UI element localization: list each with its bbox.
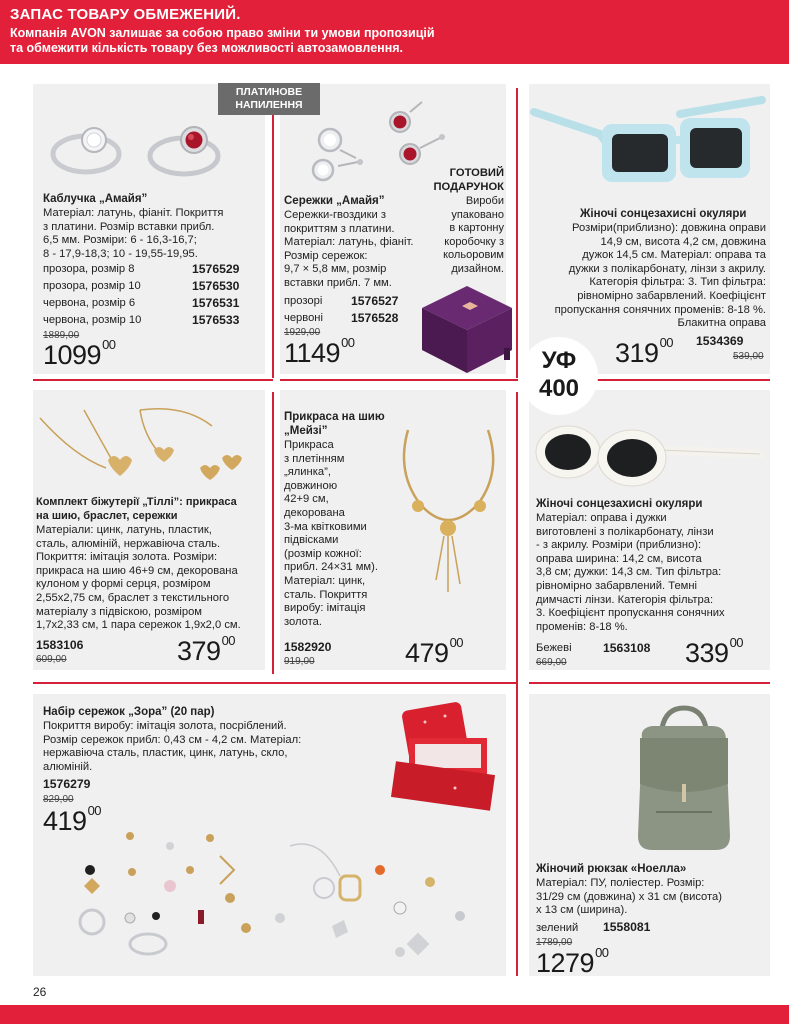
- earrings-desc-line: вставки прибл. 7 мм.: [284, 276, 392, 289]
- banner-note-line: Компанія AVON залишає за собою право зміни ти умови пропозицій: [10, 26, 435, 40]
- necklace-desc-line: підвісками: [284, 534, 339, 547]
- sunglasses-blue-image: [530, 90, 770, 200]
- earring-set-desc-line: нержавіюча сталь, пластик, цинк, латунь, скло,: [43, 747, 288, 760]
- product-code: 1558081: [603, 920, 651, 934]
- sunglasses-blue-desc-line: Категорія фільтра: 3. Тип фільтра:: [589, 276, 766, 289]
- gift-heading-line: ГОТОВИЙ: [449, 167, 504, 179]
- sunglasses-white-description: [536, 512, 766, 634]
- old-price: 1889,00: [43, 330, 80, 341]
- product-code: 1576528: [351, 311, 399, 325]
- necklace-desc-line: 42+9 см,: [284, 493, 329, 506]
- price-main: 419: [43, 806, 87, 836]
- divider: [33, 682, 517, 684]
- price-cents: 00: [341, 335, 355, 350]
- sunglasses-white-desc-line: променів: 8-18 %.: [536, 620, 628, 633]
- necklace-desc-line: Прикраса: [284, 439, 334, 451]
- backpack-desc-line: х 13 см (ширина).: [536, 904, 628, 917]
- necklace-title: [284, 411, 385, 438]
- variant-label: Бежеві: [536, 642, 572, 654]
- price: [177, 633, 236, 667]
- necklace-desc-line: золота.: [284, 615, 322, 628]
- jewelry-set-desc-line: матеріалу з підвіскою, розміром: [36, 605, 202, 618]
- price-main: 479: [405, 638, 449, 668]
- product-code: 1534369: [696, 334, 744, 348]
- heart-charm: [154, 447, 174, 462]
- earring-set-description: [43, 720, 373, 774]
- gift-heading-line: ПОДАРУНОК: [433, 180, 504, 193]
- jewelry-set-desc-line: Покриття: імітація золота. Розміри:: [36, 551, 218, 564]
- variant-label: червона, розмір 6: [43, 297, 136, 309]
- earring-set-title: Набір сережок „Зора” (20 пар): [43, 706, 215, 718]
- old-price: 669,00: [536, 657, 567, 668]
- price-cents: 00: [595, 945, 609, 960]
- jewelry-set-desc-line: 2,55х2,75 см, браслет з текстильного: [36, 591, 230, 604]
- price: [685, 635, 744, 669]
- divider: [280, 379, 518, 381]
- necklace-description: [284, 439, 394, 629]
- sunglasses-white-desc-line: 3,8 см; дужки: 14,3 см. Тип фільтра:: [536, 566, 722, 579]
- sunglasses-blue-title: Жіночі сонцезахисні окуляри: [580, 208, 747, 220]
- backpack-desc-line: 31/29 см (довжина) х 31 см (висота): [536, 890, 722, 903]
- ring-title: Каблучка „Амайя”: [43, 193, 148, 205]
- uv400-badge-line: УФ: [541, 347, 577, 374]
- uv400-badge: [520, 337, 598, 415]
- flower-charm: [412, 500, 424, 512]
- variant-label: зелений: [536, 922, 579, 934]
- heart-pendant: [108, 456, 132, 476]
- necklace-desc-line: 3-ма квітковими: [284, 520, 367, 533]
- gift-desc-line: упаковано: [451, 208, 504, 221]
- necklace-desc-line: „ялинка”,: [284, 466, 331, 479]
- product-code: 1576279: [43, 777, 91, 791]
- price-cents: 00: [659, 335, 674, 350]
- gift-box-image: [412, 278, 522, 378]
- jewelry-set-title: [36, 496, 237, 523]
- product-code: 1576529: [192, 262, 240, 276]
- page-number: 26: [33, 985, 47, 999]
- necklace-desc-line: прибл. 24×31 мм).: [284, 561, 378, 574]
- gift-desc-line: кольоровим: [443, 249, 504, 261]
- sunglasses-white-desc-line: рівномірно забарвлений. Темні: [536, 579, 698, 592]
- gift-desc-line: Вироби: [465, 195, 504, 207]
- gift-desc-line: коробочку з: [444, 235, 504, 248]
- jewelry-set-desc-line: сталь, алюміній, нержавіюча сталь.: [36, 537, 221, 550]
- earring-gift-card-image: [385, 698, 503, 814]
- necklace-title-line: „Мейзі”: [284, 424, 328, 437]
- divider: [529, 682, 770, 684]
- jewelry-set-title-line: на шию, браслет, сережки: [36, 509, 178, 522]
- earring-set-desc-line: Розмір сережок прибл: 0,43 см - 4,2 см. Матеріал:: [43, 733, 302, 746]
- price: [284, 335, 355, 369]
- earrings-desc-line: Сережки-гвоздики з: [284, 209, 387, 221]
- sunglasses-white-desc-line: - з акрилу. Розміри (приблизно):: [536, 539, 702, 552]
- uv400-badge-line: 400: [538, 375, 580, 402]
- variant-label: червоні: [284, 312, 323, 324]
- product-code: 1576530: [192, 279, 240, 293]
- backpack-title: Жіночий рюкзак «Ноелла»: [536, 863, 687, 875]
- necklace-image: [390, 412, 506, 612]
- jewelry-set-desc-line: прикраса на шию 46+9 см, декорована: [36, 564, 238, 577]
- product-code: 1583106: [36, 638, 84, 652]
- divider: [516, 392, 518, 976]
- necklace-desc-line: виробу: імітація: [284, 602, 366, 615]
- price: [615, 335, 674, 369]
- variant-label: червона, розмір 10: [43, 314, 142, 326]
- earrings-desc-line: покриттям з платини.: [284, 222, 395, 235]
- price-main: 1099: [43, 340, 102, 370]
- ring-desc-line: Матеріал: латунь, фіаніт. Покриття: [43, 207, 224, 219]
- product-code: 1576531: [192, 296, 240, 310]
- banner-note: [10, 26, 435, 56]
- price: [405, 635, 464, 669]
- sunglasses-white-image: [530, 410, 770, 495]
- heart-earring: [200, 465, 220, 480]
- price-main: 339: [685, 638, 729, 668]
- price: [43, 337, 116, 371]
- product-code: 1576527: [351, 294, 399, 308]
- sunglasses-blue-desc-line: Розміри(приблизно): довжина оправи: [572, 222, 766, 234]
- product-code: 1582920: [284, 640, 332, 654]
- price: [536, 945, 609, 979]
- gift-description: [424, 195, 504, 276]
- price-cents: 00: [449, 635, 464, 650]
- ring-image: [34, 106, 264, 186]
- banner-note-line: та обмежити кількість товару без можливості автозамовлення.: [10, 41, 404, 55]
- price-main: 319: [615, 338, 659, 368]
- price-cents: 00: [729, 635, 744, 650]
- flower-charm: [440, 520, 456, 536]
- earring-set-desc-line: алюміній.: [43, 760, 93, 773]
- product-code: 1563108: [603, 641, 651, 655]
- price-main: 379: [177, 636, 221, 666]
- old-price: 1929,00: [284, 327, 321, 338]
- sunglasses-blue-desc-line: дужки з полікарбонату, лінзи з акрилу.: [568, 262, 766, 275]
- sunglasses-white-desc-line: оправа ширина: 14,2 см, висота: [536, 552, 702, 565]
- variant-label: Блакитна оправа: [677, 317, 766, 330]
- necklace-desc-line: сталь. Покриття: [284, 588, 368, 601]
- backpack-desc-line: Матеріал: ПУ, поліестер. Розмір:: [536, 877, 705, 889]
- jewelry-set-desc-line: кулоном у формі серця, розміром: [36, 578, 211, 591]
- sunglasses-blue-desc-line: 14,9 см, висота 4,2 см, довжина: [600, 235, 766, 248]
- heart-earring: [222, 455, 242, 470]
- promo-banner: [0, 0, 789, 64]
- gift-heading: [420, 167, 504, 194]
- necklace-desc-line: з плетінням: [284, 452, 345, 465]
- divider: [272, 88, 274, 378]
- jewelry-set-desc-line: 1,7х2,33 см, 1 пара сережок 1,9х2,0 см.: [36, 619, 241, 632]
- sunglasses-white-desc-line: Матеріал: оправа і дужки: [536, 512, 667, 524]
- variant-label: прозора, розмір 10: [43, 280, 141, 292]
- old-price: 539,00: [733, 351, 764, 362]
- old-price: 829,00: [43, 794, 74, 805]
- jewelry-set-description: [36, 524, 271, 633]
- sunglasses-blue-desc-line: рівномірно забарвлений. Коефіцієнт: [577, 289, 766, 302]
- earrings-title: Сережки „Амайя”: [284, 195, 385, 207]
- sunglasses-white-title: Жіночі сонцезахисні окуляри: [536, 498, 703, 510]
- flower-charm: [474, 500, 486, 512]
- old-price: 609,00: [36, 654, 67, 665]
- backpack-description: [536, 877, 766, 918]
- earring-set-desc-line: Покриття виробу: імітація золота, посріблений.: [43, 720, 287, 732]
- ring-desc-line: 6,5 мм. Розміри: 6 - 16,3-16,7;: [43, 234, 197, 247]
- price-cents: 00: [87, 803, 102, 818]
- platinum-tag-line: НАПИЛЕННЯ: [235, 99, 303, 111]
- jewelry-set-title-line: Комплект біжутерії „Тіллі”: прикраса: [36, 496, 237, 508]
- sunglasses-blue-desc-line: дужок 14,5 см. Матеріал: оправа та: [582, 249, 766, 262]
- old-price: 919,00: [284, 656, 315, 667]
- necklace-title-line: Прикраса на шию: [284, 411, 385, 423]
- ring-description: [43, 207, 263, 261]
- earrings-desc-line: Розмір сережок:: [284, 249, 368, 262]
- sunglasses-white-desc-line: димчасті лінзи. Категорія фільтра:: [536, 593, 714, 606]
- footer-bar: [0, 1005, 789, 1024]
- sunglasses-blue-desc-line: пропускання сонячних променів: 8-18 %.: [554, 303, 766, 316]
- price-main: 1279: [536, 948, 595, 978]
- necklace-desc-line: довжиною: [284, 479, 338, 492]
- earrings-desc-line: 9,7 × 5,8 мм, розмір: [284, 263, 387, 276]
- gift-desc-line: в картонну: [449, 222, 504, 234]
- price-main: 1149: [284, 338, 341, 368]
- gift-desc-line: дизайном.: [451, 262, 504, 275]
- variant-label: прозора, розмір 8: [43, 263, 135, 275]
- platinum-tag-line: ПЛАТИНОВЕ: [235, 86, 303, 98]
- product-code: 1576533: [192, 313, 240, 327]
- jewelry-set-desc-line: Матеріали: цинк, латунь, пластик,: [36, 524, 212, 536]
- divider: [33, 379, 273, 381]
- old-price: 1789,00: [536, 937, 573, 948]
- divider: [272, 392, 274, 674]
- jewelry-set-image: [34, 396, 266, 491]
- sunglasses-blue-description: [536, 222, 766, 331]
- variant-label: прозорі: [284, 295, 323, 307]
- necklace-desc-line: Матеріал: цинк,: [284, 574, 366, 587]
- banner-heading: ЗАПАС ТОВАРУ ОБМЕЖЕНИЙ.: [10, 6, 241, 23]
- ring-desc-line: з платини. Розмір вставки прибл.: [43, 220, 215, 233]
- necklace-desc-line: декорована: [284, 506, 345, 519]
- necklace-desc-line: (розмір кожної:: [284, 547, 362, 560]
- price-cents: 00: [221, 633, 236, 648]
- earring-assortment-image: [70, 826, 500, 974]
- ring-desc-line: 8 - 17,9-18,3; 10 - 19,55-19,95.: [43, 247, 198, 260]
- price-cents: 00: [102, 337, 116, 352]
- sunglasses-white-desc-line: 3. Коефіцієнт пропускання сонячних: [536, 607, 725, 620]
- backpack-image: [600, 704, 750, 856]
- sunglasses-white-desc-line: виготовлені з полікарбонату, лінзи: [536, 525, 714, 538]
- earrings-desc-line: Матеріал: латунь, фіаніт.: [284, 236, 414, 249]
